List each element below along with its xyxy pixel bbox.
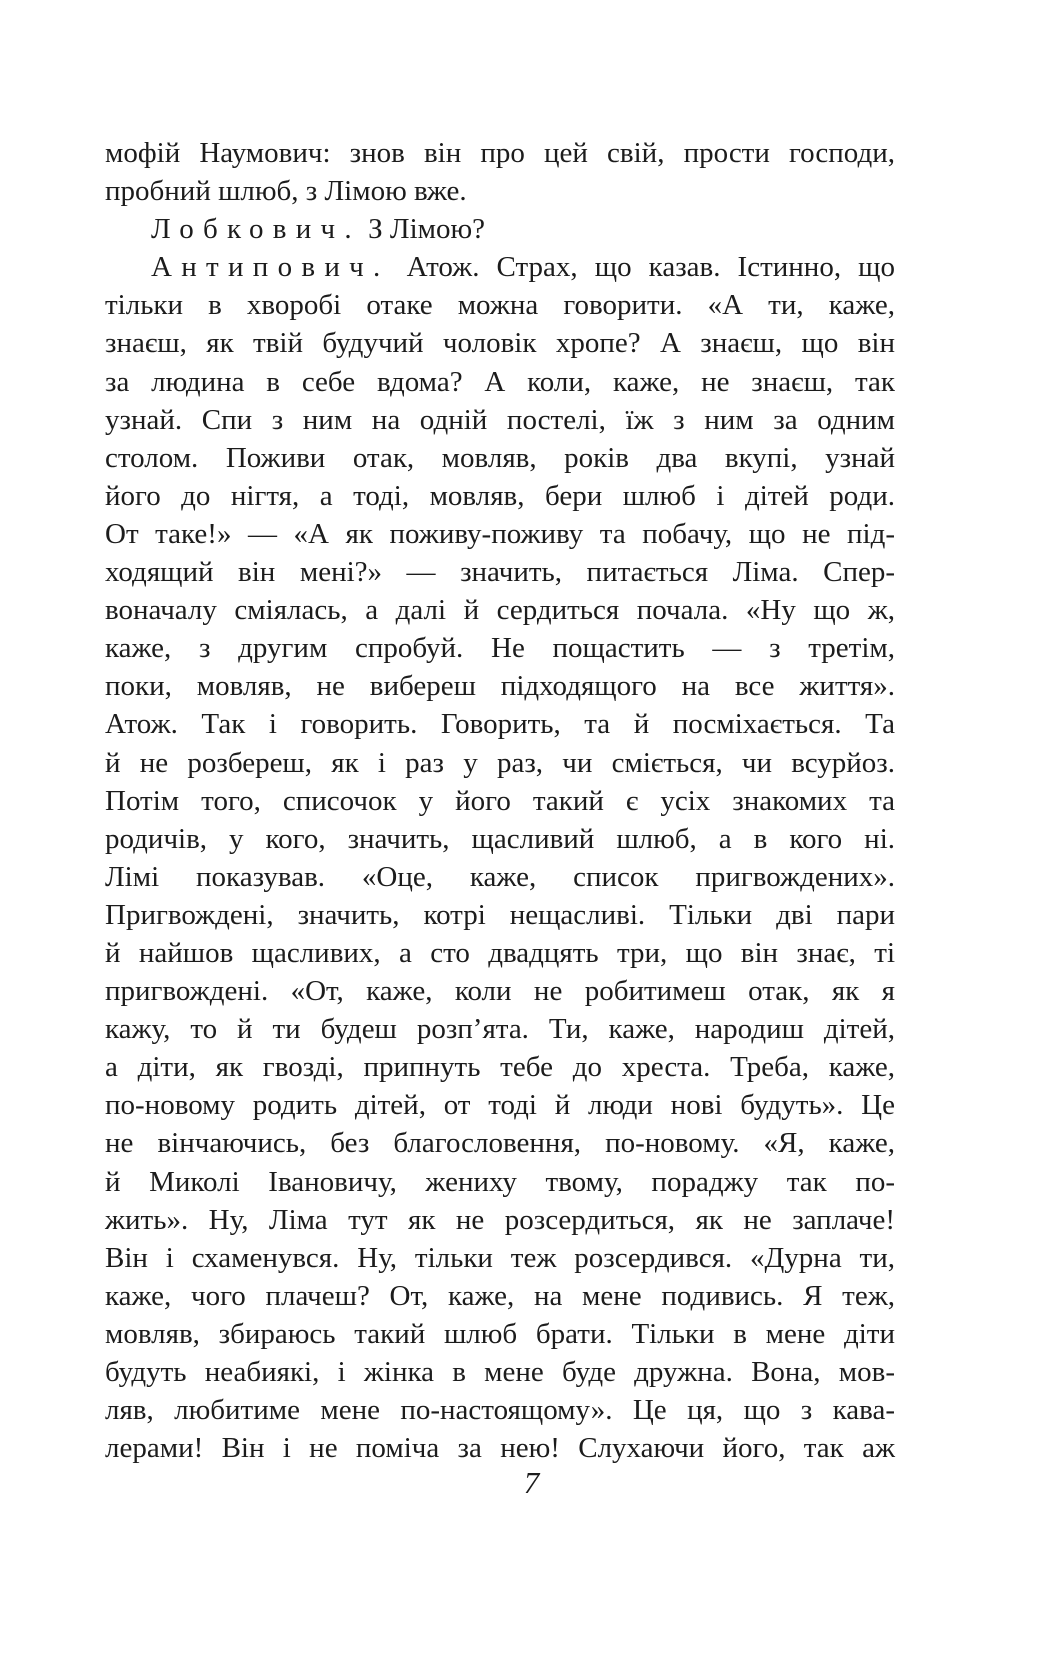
line-text: мовляв, збираюсь такий шлюб брати. Тільки в мене діти bbox=[105, 1317, 895, 1350]
text-line bbox=[105, 744, 895, 782]
text-line bbox=[105, 1124, 895, 1162]
line-text: тільки в хворобі отаке можна говорити. «А ти, каже, bbox=[105, 289, 895, 322]
line-text: й Миколі Івановичу, жениху твому, пораджу так по- bbox=[105, 1165, 895, 1198]
line-text: лерами! Він і не поміча за нею! Слухаючи його, так аж bbox=[105, 1432, 895, 1465]
line-text: Атож. Страх, що казав. Істинно, що bbox=[389, 251, 895, 284]
text-line bbox=[105, 439, 895, 477]
line-text: родичів, у кого, значить, щасливий шлюб, а в кого ні. bbox=[105, 822, 895, 855]
speaker-name: Лобкович. bbox=[151, 213, 361, 246]
line-text: а діти, як гвозді, припнуть тебе до хреста. Треба, каже, bbox=[105, 1051, 895, 1084]
body-text bbox=[105, 134, 895, 1467]
line-text: не вінчаючись, без благословення, по-новому. «Я, каже, bbox=[105, 1127, 895, 1160]
line-text: пригвождені. «От, каже, коли не робитимеш отак, як я bbox=[105, 975, 895, 1008]
line-text: мофій Наумович: знов він про цей свій, прости господи, bbox=[105, 137, 895, 169]
text-line bbox=[105, 1277, 895, 1315]
line-text: поки, мовляв, не вибереш підходящого на все життя». bbox=[105, 670, 895, 703]
text-line bbox=[105, 972, 895, 1010]
line-text: знаєш, як твій будучий чоловік хропе? А знаєш, що він bbox=[105, 327, 895, 360]
text-line bbox=[105, 1353, 895, 1391]
text-line bbox=[105, 172, 895, 210]
text-line bbox=[105, 324, 895, 362]
text-line bbox=[105, 1086, 895, 1124]
line-text: столом. Поживи отак, мовляв, років два вкупі, узнай bbox=[105, 441, 895, 474]
text-line bbox=[105, 591, 895, 629]
line-text: Потім того, списочок у його такий є усіх знакомих та bbox=[105, 784, 895, 817]
text-line bbox=[105, 705, 895, 743]
line-text: воначалу сміялась, а далі й сердиться почала. «Ну що ж, bbox=[105, 594, 895, 627]
line-text: пробний шлюб, з Лімою вже. bbox=[105, 175, 467, 208]
text-line bbox=[105, 1239, 895, 1277]
text-line bbox=[105, 820, 895, 858]
line-text: Він і схаменувся. Ну, тільки теж розсердився. «Дурна ти, bbox=[105, 1241, 895, 1274]
speaker-name: Антипович. bbox=[151, 251, 390, 284]
line-text: й найшов щасливих, а сто двадцять три, що він знає, ті bbox=[105, 936, 895, 969]
line-text: узнай. Спи з ним на одній постелі, їж з ним за одним bbox=[105, 403, 895, 436]
line-text: жить». Ну, Ліма тут як не розсердиться, як не заплаче! bbox=[105, 1203, 895, 1236]
text-line bbox=[105, 1429, 895, 1467]
text-line bbox=[105, 782, 895, 820]
text-line bbox=[105, 1010, 895, 1048]
line-text: кажу, то й ти будеш розп’ята. Ти, каже, народиш дітей, bbox=[105, 1013, 895, 1046]
text-line bbox=[105, 134, 895, 172]
text-line bbox=[105, 1163, 895, 1201]
text-line bbox=[105, 667, 895, 705]
text-line bbox=[105, 210, 895, 248]
text-line bbox=[105, 248, 895, 286]
text-line bbox=[105, 1315, 895, 1353]
text-line bbox=[105, 515, 895, 553]
line-text: З Лімою? bbox=[360, 213, 486, 246]
line-text: От таке!» — «А як поживу-поживу та побачу, що не під- bbox=[105, 517, 895, 550]
text-line bbox=[105, 401, 895, 439]
text-line bbox=[105, 629, 895, 667]
text-line bbox=[105, 1048, 895, 1086]
line-text: його до нігтя, а тоді, мовляв, бери шлюб і дітей роди. bbox=[105, 479, 895, 512]
line-text: Атож. Так і говорить. Говорить, та й посміхається. Та bbox=[105, 708, 895, 741]
text-line bbox=[105, 477, 895, 515]
text-line bbox=[105, 553, 895, 591]
text-line bbox=[105, 858, 895, 896]
page-number: 7 bbox=[523, 1465, 540, 1500]
text-line bbox=[105, 286, 895, 324]
text-line bbox=[105, 1391, 895, 1429]
line-text: будуть неабиякі, і жінка в мене буде дружна. Вона, мов- bbox=[105, 1356, 895, 1388]
line-text: Лімі показував. «Оце, каже, список пригвождених». bbox=[105, 860, 895, 893]
line-text: по-новому родить дітей, от тоді й люди нові будуть». Це bbox=[105, 1089, 895, 1122]
line-text: й не розбереш, як і раз у раз, чи сміється, чи всурйоз. bbox=[105, 746, 895, 779]
text-line bbox=[105, 934, 895, 972]
line-text: ходящий він мені?» — значить, питається Ліма. Спер- bbox=[105, 556, 895, 589]
line-text: Пригвождені, значить, котрі нещасливі. Тільки дві пари bbox=[105, 898, 895, 931]
line-text: каже, чого плачеш? От, каже, на мене подивись. Я теж, bbox=[105, 1279, 895, 1312]
text-line bbox=[105, 896, 895, 934]
text-line bbox=[105, 1201, 895, 1239]
text-line bbox=[105, 363, 895, 401]
line-text: ляв, любитиме мене по-настоящому». Це ця, що з кава- bbox=[105, 1394, 895, 1427]
line-text: за людина в себе вдома? А коли, каже, не знаєш, так bbox=[105, 365, 895, 398]
line-text: каже, з другим спробуй. Не пощастить — з третім, bbox=[105, 632, 895, 665]
